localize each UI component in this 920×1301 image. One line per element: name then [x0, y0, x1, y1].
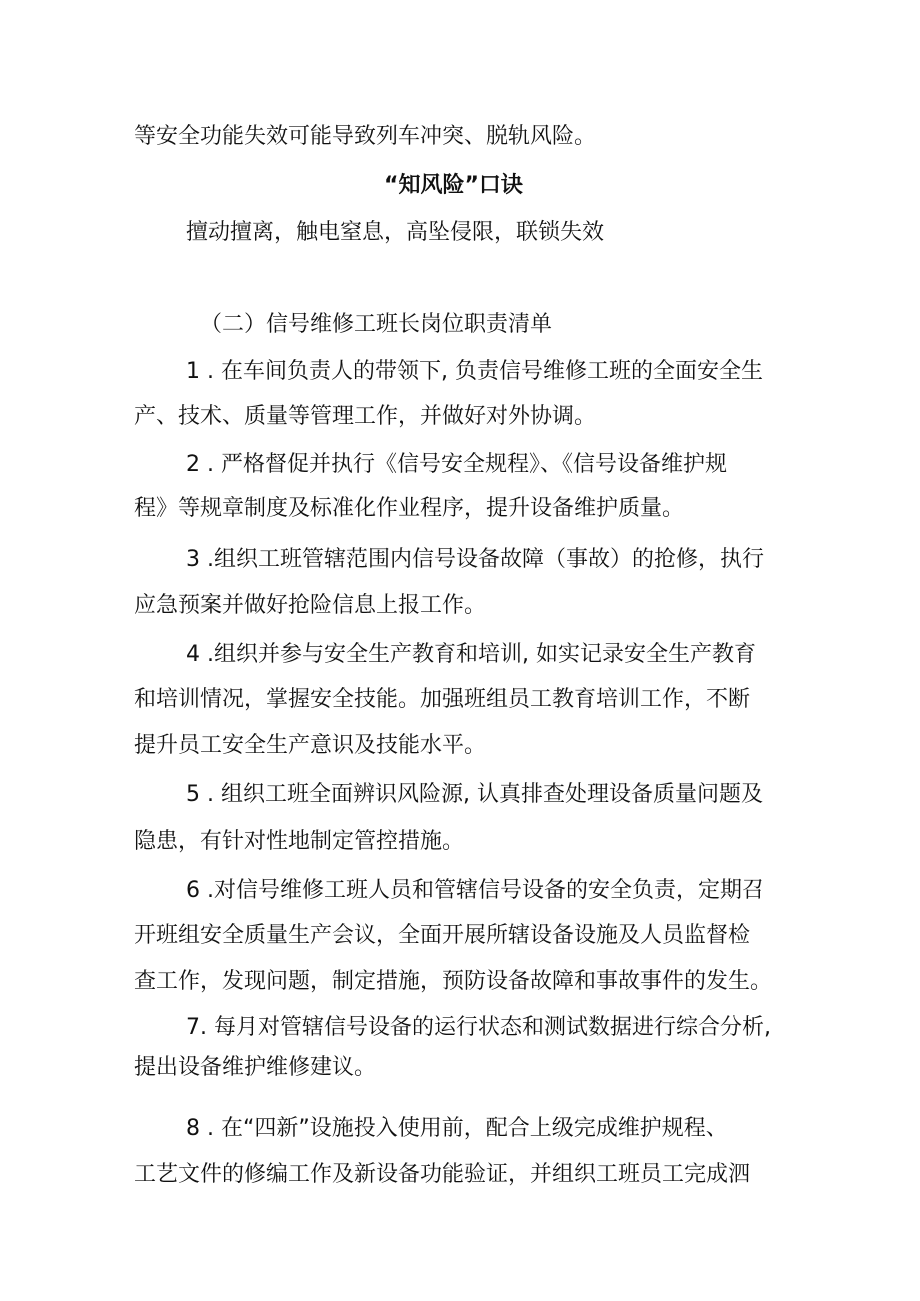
item-1-line-2: 产、技术、质量等管理工作，并做好对外协调。	[134, 404, 597, 429]
item-4-line-2: 和培训情况，掌握安全技能。加强班组员工教育培训工作，不断	[134, 687, 751, 712]
mnemonic-title: “知风险”口诀	[384, 173, 523, 198]
item-5-line-2: 隐患，有针对性地制定管控措施。	[134, 829, 465, 854]
item-2-line-2: 程》等规章制度及标准化作业程序，提升设备维护质量。	[134, 496, 685, 521]
item-6-line-1: 6 .对信号维修工班人员和管辖信号设备的安全负责，定期召	[186, 878, 764, 903]
item-3-line-2: 应急预案并做好抢险信息上报工作。	[134, 593, 487, 618]
item-7-line-1: 7. 每月对管辖信号设备的运行状态和测试数据进行综合分析,	[186, 1015, 771, 1040]
item-6-line-3: 查工作，发现问题，制定措施，预防设备故障和事故事件的发生。	[134, 969, 773, 994]
item-5-line-1: 5 . 组织工班全面辨识风险源, 认真排查处理设备质量问题及	[186, 782, 763, 807]
item-4-line-1: 4 .组织并参与安全生产教育和培训, 如实记录安全生产教育	[186, 642, 756, 667]
item-3-line-1: 3 .组织工班管辖范围内信号设备故障（事故）的抢修，执行	[186, 547, 764, 572]
item-7-line-2: 提出设备维护维修建议。	[134, 1055, 377, 1080]
item-6-line-2: 开班组安全质量生产会议，全面开展所辖设备设施及人员监督检	[134, 923, 751, 948]
mnemonic-text: 擅动擅离，触电窒息，高坠侵限，联锁失效	[186, 220, 605, 245]
item-8-line-1: 8 . 在“四新”设施投入使用前，配合上级完成维护规程、	[186, 1116, 728, 1141]
intro-line: 等安全功能失效可能导致列车冲突、脱轨风险。	[134, 124, 597, 149]
item-1-line-1: 1 . 在车间负责人的带领下, 负责信号维修工班的全面安全生	[186, 359, 763, 384]
section-heading: （二）信号维修工班长岗位职责清单	[200, 312, 553, 337]
item-8-line-2: 工艺文件的修编工作及新设备功能验证，并组织工班员工完成泗	[134, 1162, 751, 1187]
item-2-line-1: 2 . 严格督促并执行《信号安全规程》、《信号设备维护规	[186, 452, 727, 477]
item-4-line-3: 提升员工安全生产意识及技能水平。	[134, 733, 487, 758]
